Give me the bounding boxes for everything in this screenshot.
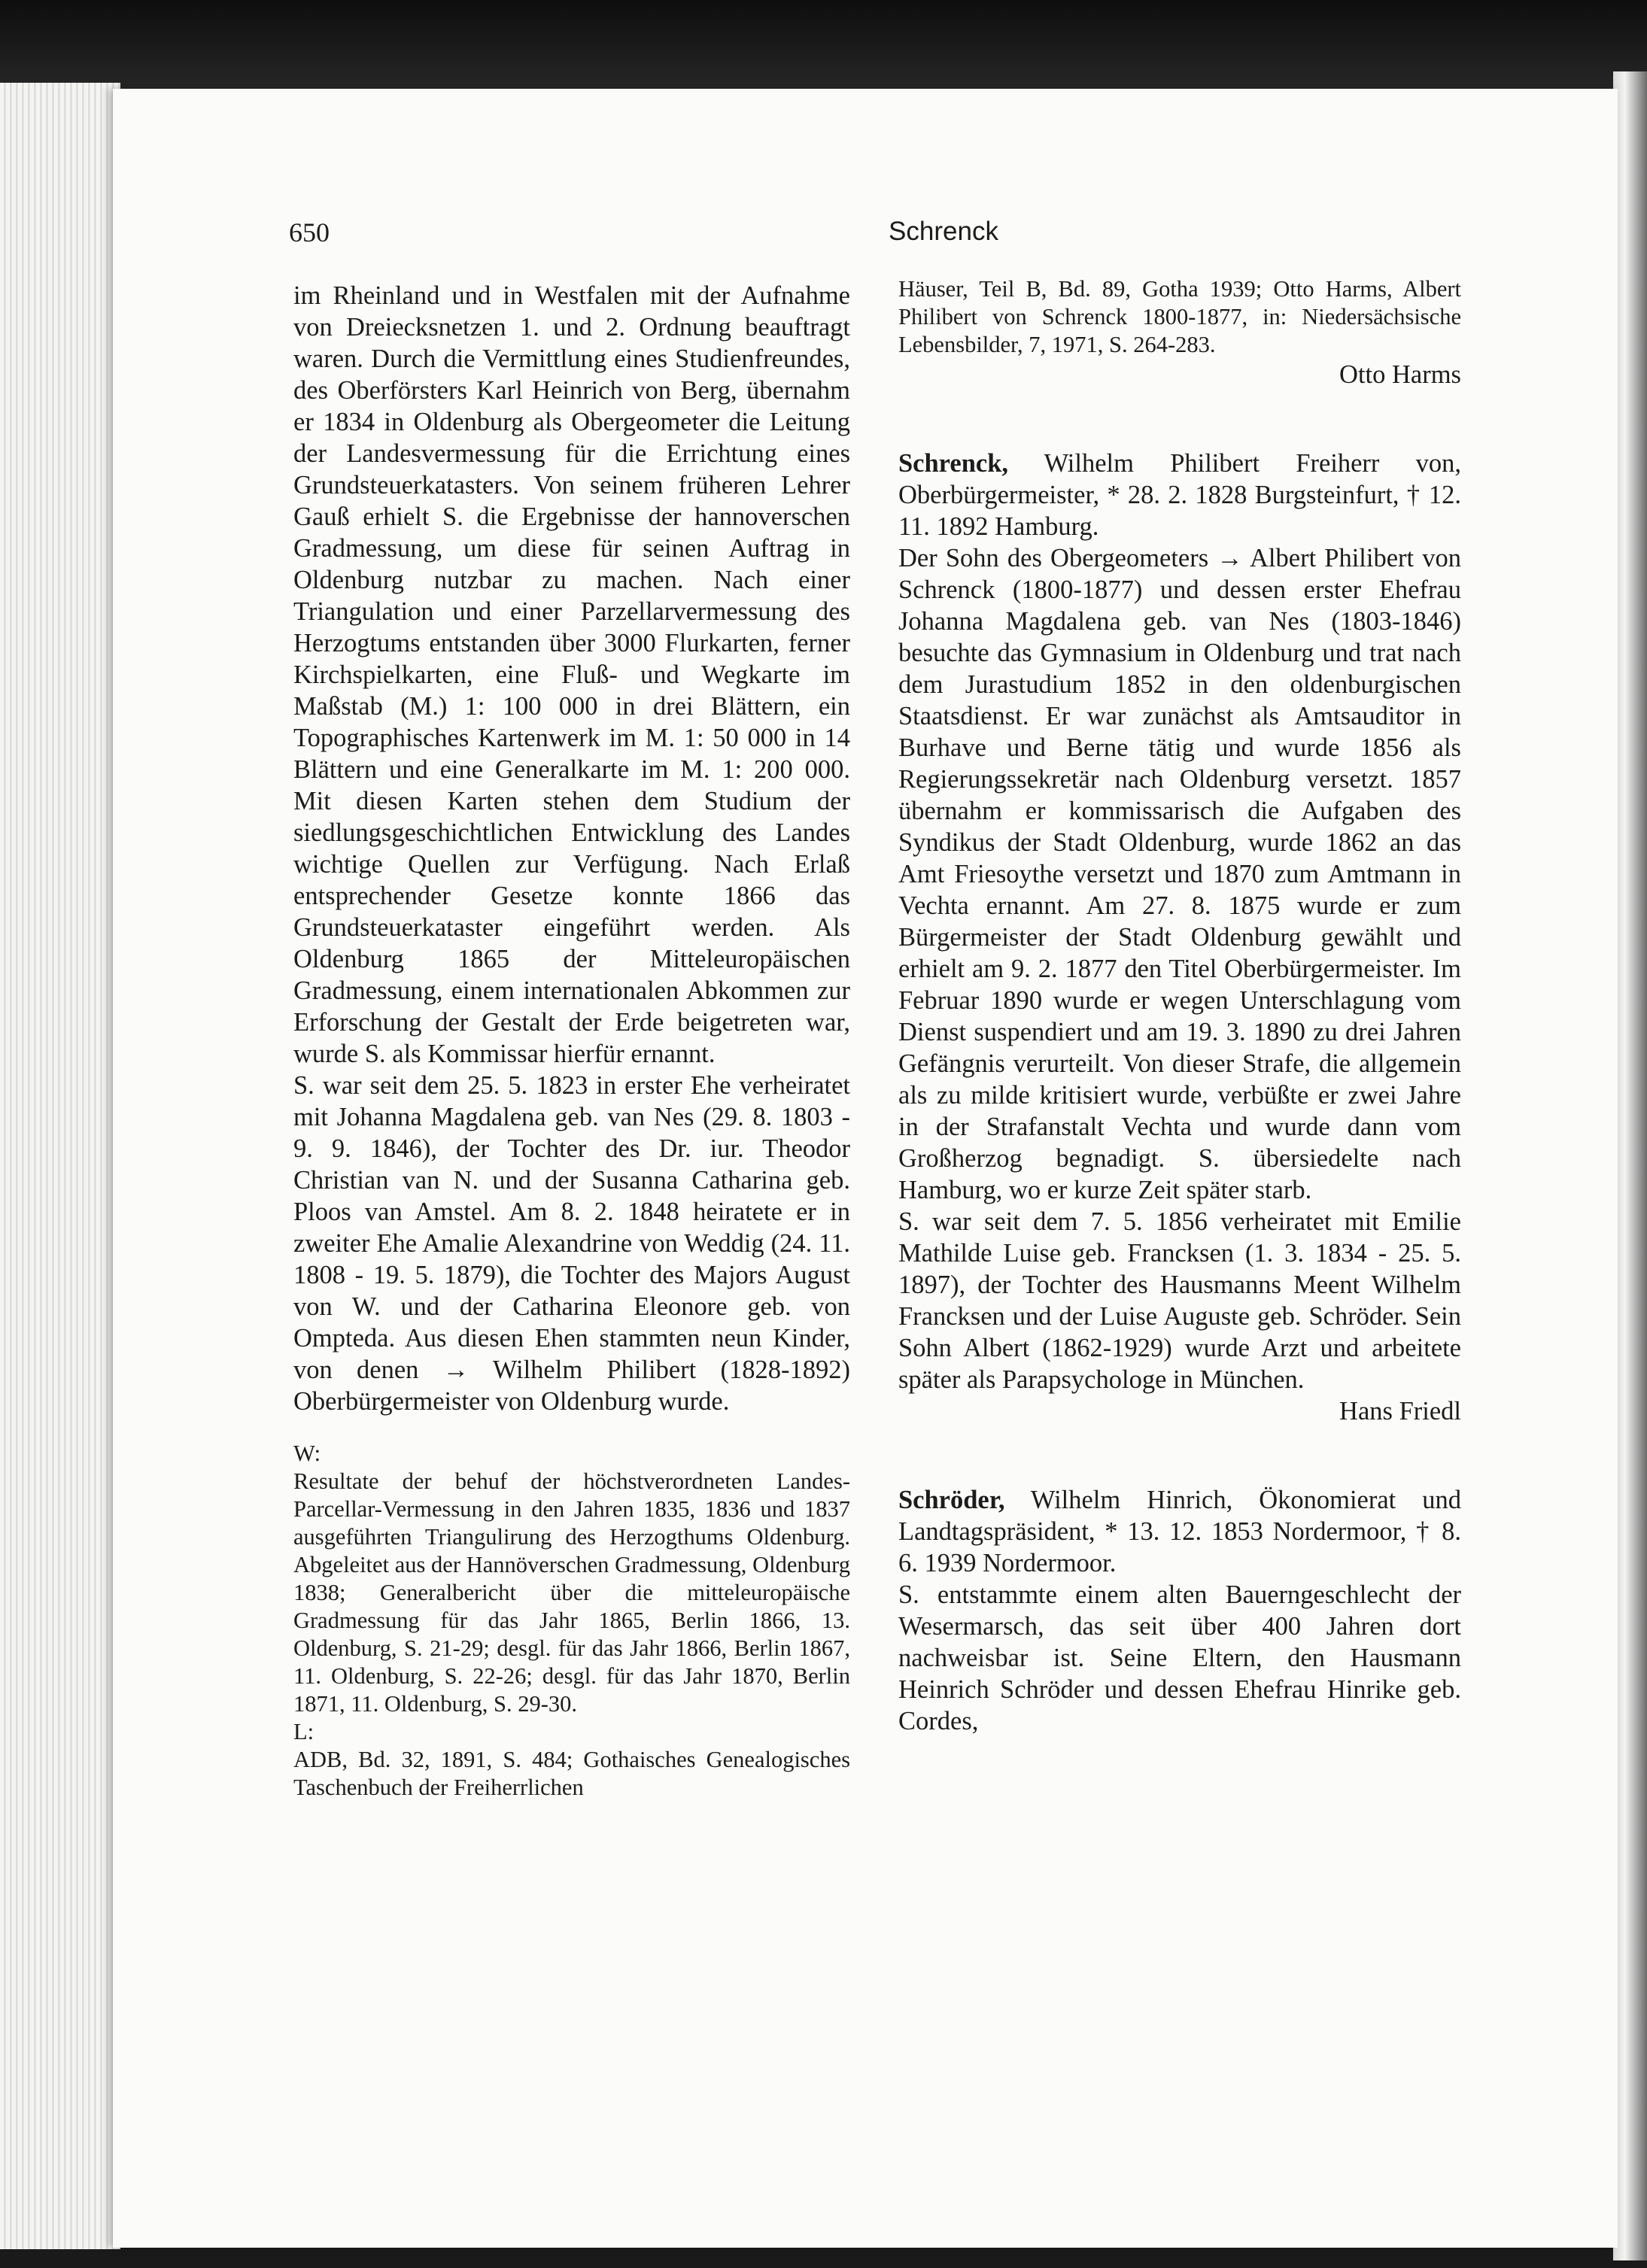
left-column [293,280,850,1802]
paragraph: S. war seit dem 7. 5. 1856 verheiratet mit Emilie Mathilde Luise geb. Francksen (1. 3. 1834 - 25. 5. 1897), der Tochter des Hausmanns Meent Wilhelm Francksen und der Luise Auguste geb. Schröder. Sein Sohn Albert (1862-1929) wurde Arzt und arbeitete später als Parapsychologe in München. [898,1207,1461,1394]
works-section [293,1440,850,1802]
entry-heading-text: Wilhelm Hinrich, Ökonomierat und Landtagspräsident, * 13. 12. 1853 Nordermoor, † 8. 6. 1939 Nordermoor. [898,1486,1461,1577]
scan-background-top [0,0,1647,89]
spacer [898,1427,1461,1484]
entry-name: Schrenck, [898,449,1009,478]
paragraph: S. entstammte einem alten Bauerngeschlecht der Wesermarsch, das seit über 400 Jahren dort nachweisbar ist. Seine Eltern, den Hausmann Heinrich Schröder und dessen Ehefrau Hinrike geb. Cordes, [898,1580,1461,1735]
book-page-edges [0,83,120,2249]
running-head: Schrenck [889,217,998,246]
spacer [898,390,1461,448]
entry-heading-text: Wilhelm Philibert Freiherr von, Oberbürgermeister, * 28. 2. 1828 Burgsteinfurt, † 12. 11. 1892 Hamburg. [898,449,1461,541]
entry-name: Schröder, [898,1486,1005,1514]
works-label: W: [293,1441,321,1466]
page-header [289,217,1463,253]
literature-continued: Häuser, Teil B, Bd. 89, Gotha 1939; Otto Harms, Albert Philibert von Schrenck 1800-1877, in: Niedersächsische Lebensbilder, 7, 1971, S. 264-283. [898,276,1461,357]
paragraph: Der Sohn des Obergeometers → Albert Philibert von Schrenck (1800-1877) und dessen erster Ehefrau Johanna Magdalena geb. van Nes (1803-1846) besuchte das Gymnasium in Oldenburg und trat nach dem Jurastudium 1852 in den oldenburgischen Staatsdienst. Er war zunächst als Amtsauditor in Burhave und Berne tätig und wurde 1856 als Regierungssekretär nach Oldenburg versetzt. 1857 übernahm er kommissarisch die Aufgaben des Syndikus der Stadt Oldenburg, wurde 1862 an das Amt Friesoythe versetzt und 1870 zum Amtmann in Vechta ernannt. Am 27. 8. 1875 wurde er zum Bürgermeister der Stadt Oldenburg gewählt und erhielt am 9. 2. 1877 den Titel Oberbürgermeister. Im Februar 1890 wurde er wegen Unterschlagung vom Dienst suspendiert und am 19. 3. 1890 zu drei Jahren Gefängnis verurteilt. Von dieser Strafe, die allgemein als zu milde kritisiert wurde, verbüßte er zwei Jahre in der Strafanstalt Vechta und wurde dann vom Großherzog begnadigt. S. übersiedelte nach Hamburg, wo er kurze Zeit später starb. [898,544,1461,1204]
author-signature: Hans Friedl [1339,1397,1461,1425]
right-column [898,275,1461,1737]
book-right-edge [1613,71,1647,2260]
paragraph: S. war seit dem 25. 5. 1823 in erster Ehe verheiratet mit Johanna Magdalena geb. van Nes (29. 8. 1803 - 9. 9. 1846), der Tochter des Dr. iur. Theodor Christian van N. und der Susanna Catharina geb. Ploos van Amstel. Am 8. 2. 1848 heiratete er in zweiter Ehe Amalie Alexandrine von Weddig (24. 11. 1808 - 19. 5. 1879), die Tochter des Majors August von W. und der Catharina Eleonore geb. von Ompteda. Aus diesen Ehen stammten neun Kinder, von denen → Wilhelm Philibert (1828-1892) Oberbürgermeister von Oldenburg wurde. [293,1071,850,1416]
spacer [293,1417,850,1440]
page-number: 650 [289,217,330,247]
paragraph: im Rheinland und in Westfalen mit der Aufnahme von Dreiecksnetzen 1. und 2. Ordnung beauftragt waren. Durch die Vermittlung eines Studienfreundes, des Oberförsters Karl Heinrich von Berg, übernahm er 1834 in Oldenburg als Obergeometer die Leitung der Landesvermessung für die Errichtung eines Grundsteuerkatasters. Von seinem früheren Lehrer Gauß erhielt S. die Ergebnisse der hannoverschen Gradmessung, um diese für seinen Auftrag in Oldenburg nutzbar zu machen. Nach einer Triangulation und einer Parzellarvermessung des Herzogtums entstanden über 3000 Flurkarten, ferner Kirchspielkarten, eine Fluß- und Wegkarte im Maßstab (M.) 1: 100 000 in drei Blättern, ein Topographisches Kartenwerk im M. 1: 50 000 in 14 Blättern und eine Generalkarte im M. 1: 200 000. Mit diesen Karten stehen dem Studium der siedlungsgeschichtlichen Entwicklung des Landes wichtige Quellen zur Verfügung. Nach Erlaß entsprechender Gesetze konnte 1866 das Grundsteuerkataster eingeführt werden. Als Oldenburg 1865 der Mitteleuropäischen Gradmessung, einem internationalen Abkommen zur Erforschung der Gestalt der Erde beigetreten war, wurde S. als Kommissar hierfür ernannt. [293,281,850,1068]
literature-text: ADB, Bd. 32, 1891, S. 484; Gothaisches Genealogisches Taschenbuch der Freiherrlichen [293,1747,850,1800]
literature-label: L: [293,1719,315,1744]
author-signature: Otto Harms [1339,360,1461,389]
entry-heading [898,448,1461,542]
works-text: Resultate der behuf der höchstverordneten Landes-Parcellar-Vermessung in den Jahren 1835, 1836 und 1837 ausgeführten Triangulirung des Herzogthums Oldenburg. Abgeleitet aus der Hannöverschen Gradmessung, Oldenburg 1838; Generalbericht über die mitteleuropäische Gradmessung für das Jahr 1865, Berlin 1866, 13. Oldenburg, S. 21-29; desgl. für das Jahr 1866, Berlin 1867, 11. Oldenburg, S. 22-26; desgl. für das Jahr 1870, Berlin 1871, 11. Oldenburg, S. 29-30. [293,1468,850,1717]
entry-heading [898,1484,1461,1579]
